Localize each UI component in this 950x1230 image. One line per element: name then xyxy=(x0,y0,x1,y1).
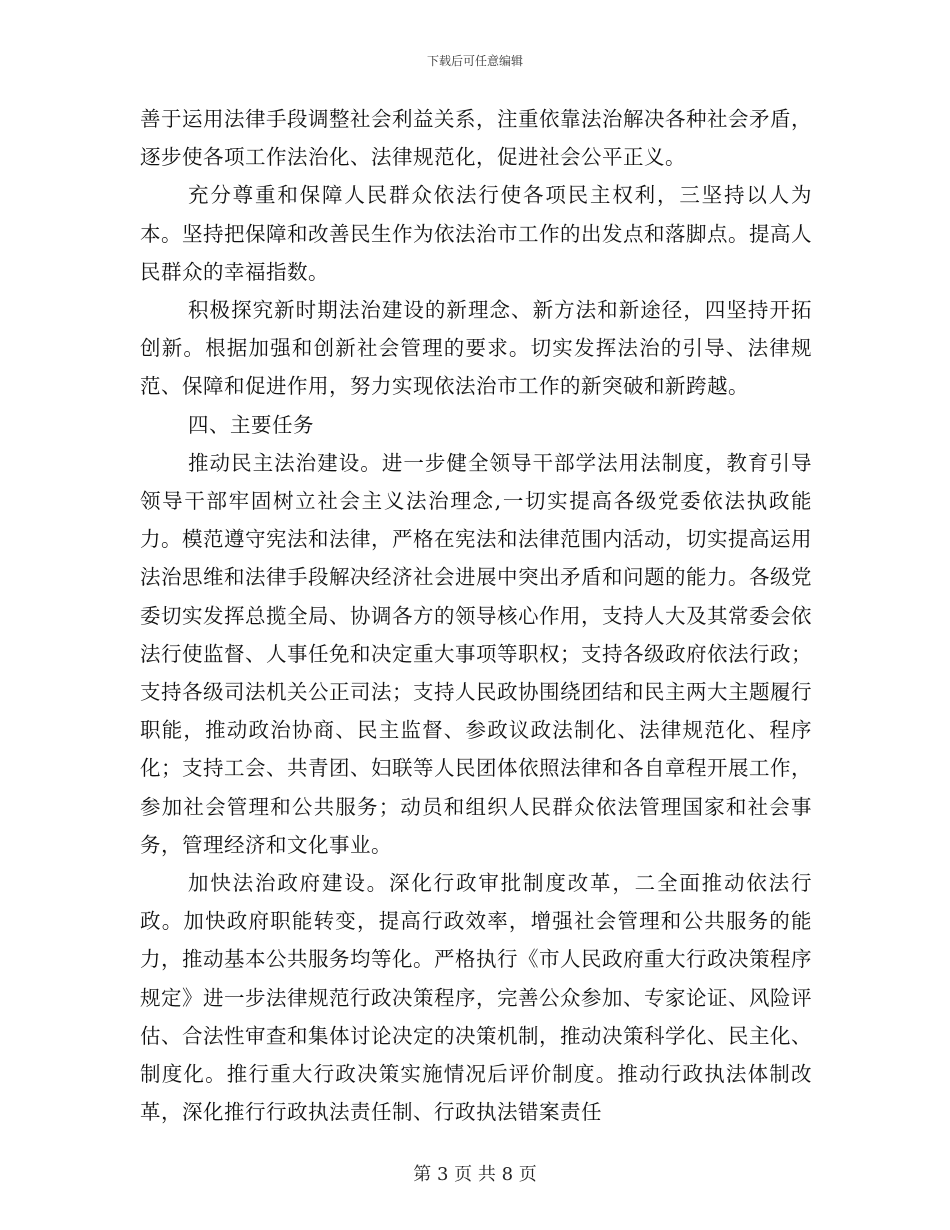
paragraph-5: 加快法治政府建设。深化行政审批制度改革，二全面推动依法行政。加快政府职能转变，提高行政效率，增强社会管理和公共服务的能力，推动基本公共服务均等化。严格执行《市人民政府重大行政决策程序规定》进一步法律规范行政决策程序，完善公众参加、专家论证、风险评估、合法性审查和集体讨论决定的决策机制，推动决策科学化、民主化、制度化。推行重大行政决策实施情况后评价制度。推动行政执法体制改革，深化推行行政执法责任制、行政执法错案责任 xyxy=(140,871,812,1125)
page-header: 下载后可任意编辑 xyxy=(426,54,523,68)
paragraph-4: 推动民主法治建设。进一步健全领导干部学法用法制度，教育引导领导干部牢固树立社会主义法治理念,一切实提高各级党委依法执政能力。模范遵守宪法和法律，严格在宪法和法律范围内活动，切实提高运用法治思维和法律手段解决经济社会进展中突出矛盾和问题的能力。各级党委切实发挥总揽全局、协调各方的领导核心作用，支持人大及其常委会依法行使监督、人事任免和决定重大事项等职权；支持各级政府依法行政；支持各级司法机关公正司法；支持人民政协围绕团结和民主两大主题履行职能，推动政治协商、民主监督、参政议政法制化、法律规范化、程序化；支持工会、共青团、妇联等人民团体依照法律和各自章程开展工作，参加社会管理和公共服务；动员和组织人民群众依法管理国家和社会事务，管理经济和文化事业。 xyxy=(140,450,812,857)
paragraph-3: 积极探究新时期法治建设的新理念、新方法和新途径，四坚持开拓创新。根据加强和创新社会管理的要求。切实发挥法治的引导、法律规范、保障和促进作用，努力实现依法治市工作的新突破和新跨越。 xyxy=(140,298,812,399)
document-body xyxy=(140,100,812,1131)
section-heading: 四、主要任务 xyxy=(188,412,314,437)
page-footer: 第 3 页 共 8 页 xyxy=(413,1164,537,1185)
paragraph-2: 充分尊重和保障人民群众依法行使各项民主权利，三坚持以人为本。坚持把保障和改善民生作为依法治市工作的出发点和落脚点。提高人民群众的幸福指数。 xyxy=(140,183,812,284)
paragraph-1: 善于运用法律手段调整社会利益关系，注重依靠法治解决各种社会矛盾，逐步使各项工作法治化、法律规范化，促进社会公平正义。 xyxy=(140,107,812,170)
